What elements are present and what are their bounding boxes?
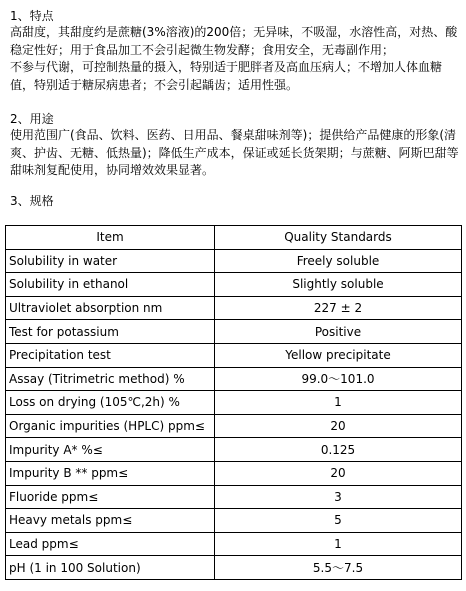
row-standard: Freely soluble [215,249,462,273]
row-item: Test for potassium [6,320,215,344]
table-row [6,414,462,438]
table-row [6,249,462,273]
section-heading-usage: 2、用途 [10,112,54,126]
table-row [6,509,462,533]
row-item: Lead ppm≤ [6,532,215,556]
row-item: Assay (Titrimetric method) % [6,367,215,391]
row-standard: 3 [215,485,462,509]
table-row [6,343,462,367]
table-row [6,485,462,509]
row-item: Heavy metals ppm≤ [6,509,215,533]
row-item: Solubility in ethanol [6,273,215,297]
row-standard: 99.0～101.0 [215,367,462,391]
row-item: Solubility in water [6,249,215,273]
row-item: Impurity A* %≤ [6,438,215,462]
row-item: Precipitation test [6,343,215,367]
row-standard: 227 ± 2 [215,296,462,320]
table-row [6,438,462,462]
header-item: Item [6,226,215,250]
table-row [6,296,462,320]
row-standard: 20 [215,461,462,485]
row-item: Organic impurities (HPLC) ppm≤ [6,414,215,438]
row-standard: 5 [215,509,462,533]
features-paragraph-1: 高甜度，其甜度约是蔗糖(3%溶液)的200倍；无异味，不吸湿，水溶性高，对热、酸稳定性好；用于食品加工不会引起微生物发酵；食用安全，无毒副作用； [10,25,458,57]
row-standard: 1 [215,532,462,556]
table-row [6,391,462,415]
table-row [6,556,462,580]
table-row [6,532,462,556]
row-standard: Slightly soluble [215,273,462,297]
specification-table [5,225,462,580]
row-item: Impurity B ** ppm≤ [6,461,215,485]
row-standard: 20 [215,414,462,438]
row-standard: 5.5～7.5 [215,556,462,580]
row-standard: 0.125 [215,438,462,462]
row-standard: Positive [215,320,462,344]
table-row [6,461,462,485]
table-row [6,367,462,391]
table-header-row [6,226,462,250]
table-row [6,320,462,344]
row-item: pH (1 in 100 Solution) [6,556,215,580]
row-standard: 1 [215,391,462,415]
row-item: Fluoride ppm≤ [6,485,215,509]
document-body [10,8,460,209]
table-row [6,273,462,297]
row-item: Ultraviolet absorption nm [6,296,215,320]
row-standard: Yellow precipitate [215,343,462,367]
section-heading-features: 1、特点 [10,9,54,23]
section-heading-specs: 3、规格 [10,193,54,208]
features-paragraph-2: 不参与代谢，可控制热量的摄入，特别适于肥胖者及高血压病人；不增加人体血糖值，特别适于糖尿病患者；不会引起龋齿；适用性强。 [10,60,443,92]
row-item: Loss on drying (105℃,2h) % [6,391,215,415]
header-quality-standards: Quality Standards [215,226,462,250]
usage-paragraph: 使用范围广(食品、饮料、医药、日用品、餐桌甜味剂等)；提供给产品健康的形象(清爽、护齿、无糖、低热量)；降低生产成本，保证或延长货架期；与蔗糖、阿斯巴甜等甜味剂复配使用，协同增效效果显著。 [10,128,459,177]
